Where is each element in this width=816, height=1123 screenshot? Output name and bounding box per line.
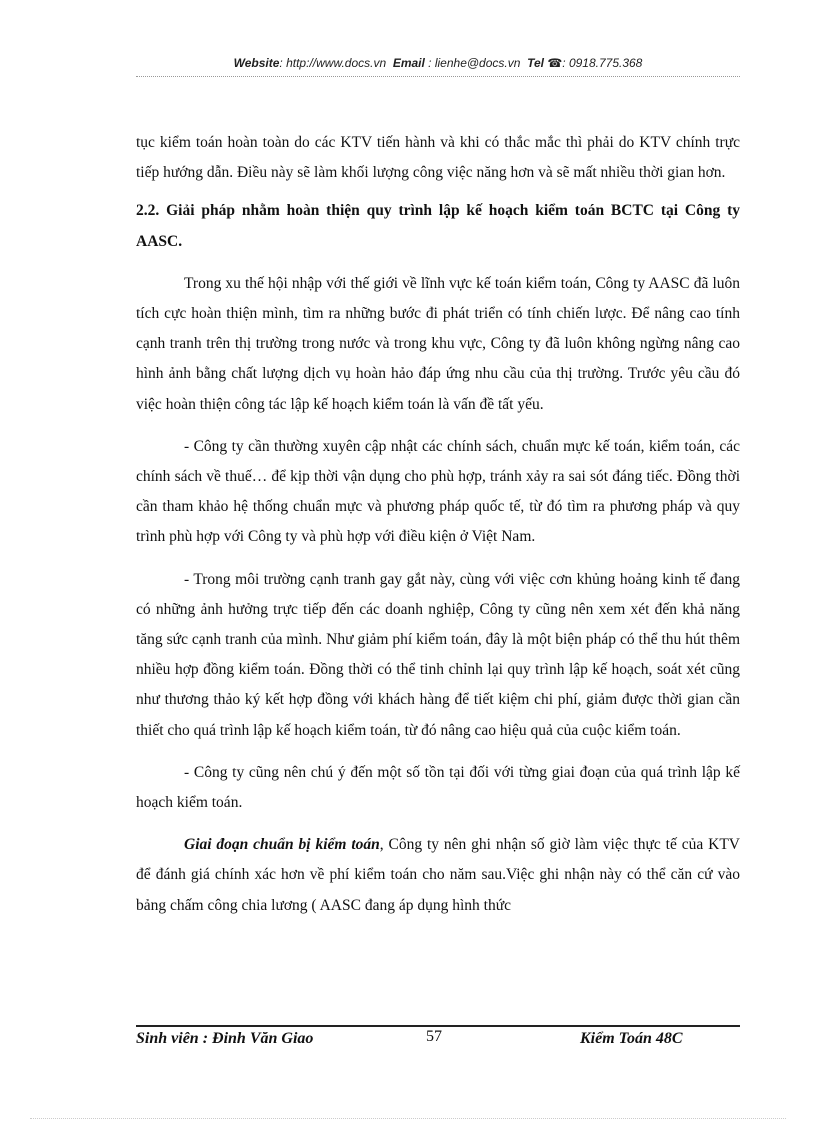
bottom-border (30, 1118, 786, 1119)
website-value: : http://www.docs.vn (279, 56, 387, 70)
footer-divider (136, 1025, 740, 1027)
page-body (136, 128, 740, 921)
paragraph-3: - Công ty cần thường xuyên cập nhật các chính sách, chuẩn mực kế toán, kiểm toán, các chính sách về thuế… để kịp thời vận dụng cho phù hợp, tránh xảy ra sai sót đáng tiếc. Đồng thời cần tham khảo hệ thống chuẩn mực và phương pháp quốc tế, từ đó tìm ra phương pháp và quy trình phù hợp với Công ty và phù hợp với điều kiện ở Việt Nam. (136, 437, 740, 546)
email-value: : lienhe@docs.vn (428, 56, 521, 70)
tel-value: : 0918.775.368 (562, 56, 643, 70)
paragraph-1: tục kiểm toán hoàn toàn do các KTV tiến hành và khi có thắc mắc thì phải do KTV chính trực tiếp hướng dẫn. Điều này sẽ làm khối lượng công việc năng hơn và sẽ mất nhiều thời gian hơn. (136, 134, 740, 182)
header-divider (136, 76, 740, 77)
paragraph-4: - Trong môi trường cạnh tranh gay gắt này, cùng với việc cơn khủng hoảng kinh tế đang có những ảnh hưởng trực tiếp đến các doanh nghiệp, Công ty cũng nên xem xét đến khả năng tăng sức cạnh tranh của mình. Như giảm phí kiểm toán, đây là một biện pháp có thể thu hút thêm nhiều hợp đồng kiểm toán. Đồng thời có thể tinh chỉnh lại quy trình lập kế hoạch, soát xét cũng như thương thảo ký kết hợp đồng với khách hàng để tiết kiệm chi phí, giảm được thời gian cần thiết cho quá trình lập kế hoạch kiểm toán, từ đó nâng cao hiệu quả của cuộc kiểm toán. (136, 570, 740, 739)
paragraph-5: - Công ty cũng nên chú ý đến một số tồn tại đối với từng giai đoạn của quá trình lập kế hoạch kiểm toán. (136, 763, 740, 812)
tel-label: Tel (527, 56, 544, 70)
phone-icon: ☎ (547, 56, 563, 70)
footer-student: Sinh viên : Đinh Văn Giao (136, 1030, 314, 1047)
paragraph-6 (136, 830, 740, 921)
paragraph-6-lead: Giai đoạn chuẩn bị kiểm toán (184, 836, 380, 854)
website-label: Website (233, 56, 280, 70)
page-number: 57 (426, 1028, 442, 1045)
paragraph-6-text: , Công ty nên ghi nhận số giờ làm việc thực tế của KTV để đánh giá chính xác hơn về phí kiểm toán cho năm sau.Việc ghi nhận này có thể căn cứ vào bảng chấm công chia lương ( AASC đang áp dụng hình thức (136, 836, 740, 914)
section-heading: 2.2. Giải pháp nhằm hoàn thiện quy trình lập kế hoạch kiểm toán BCTC tại Công ty AASC. (136, 202, 740, 250)
footer-class: Kiểm Toán 48C (580, 1030, 683, 1047)
paragraph-2: Trong xu thế hội nhập với thế giới về lĩnh vực kế toán kiểm toán, Công ty AASC đã luôn tích cực hoàn thiện mình, tìm ra những bước đi phát triển có tính chiến lược. Để nâng cao tính cạnh tranh trên thị trường trong nước và trong khu vực, Công ty đã luôn không ngừng nâng cao hình ảnh bằng chất lượng dịch vụ hoàn hảo đáp ứng nhu cầu của thị trường. Trước yêu cầu đó việc hoàn thiện công tác lập kế hoạch kiểm toán là vấn đề tất yếu. (136, 274, 740, 413)
page-header (136, 56, 740, 70)
email-label: Email (392, 56, 425, 70)
